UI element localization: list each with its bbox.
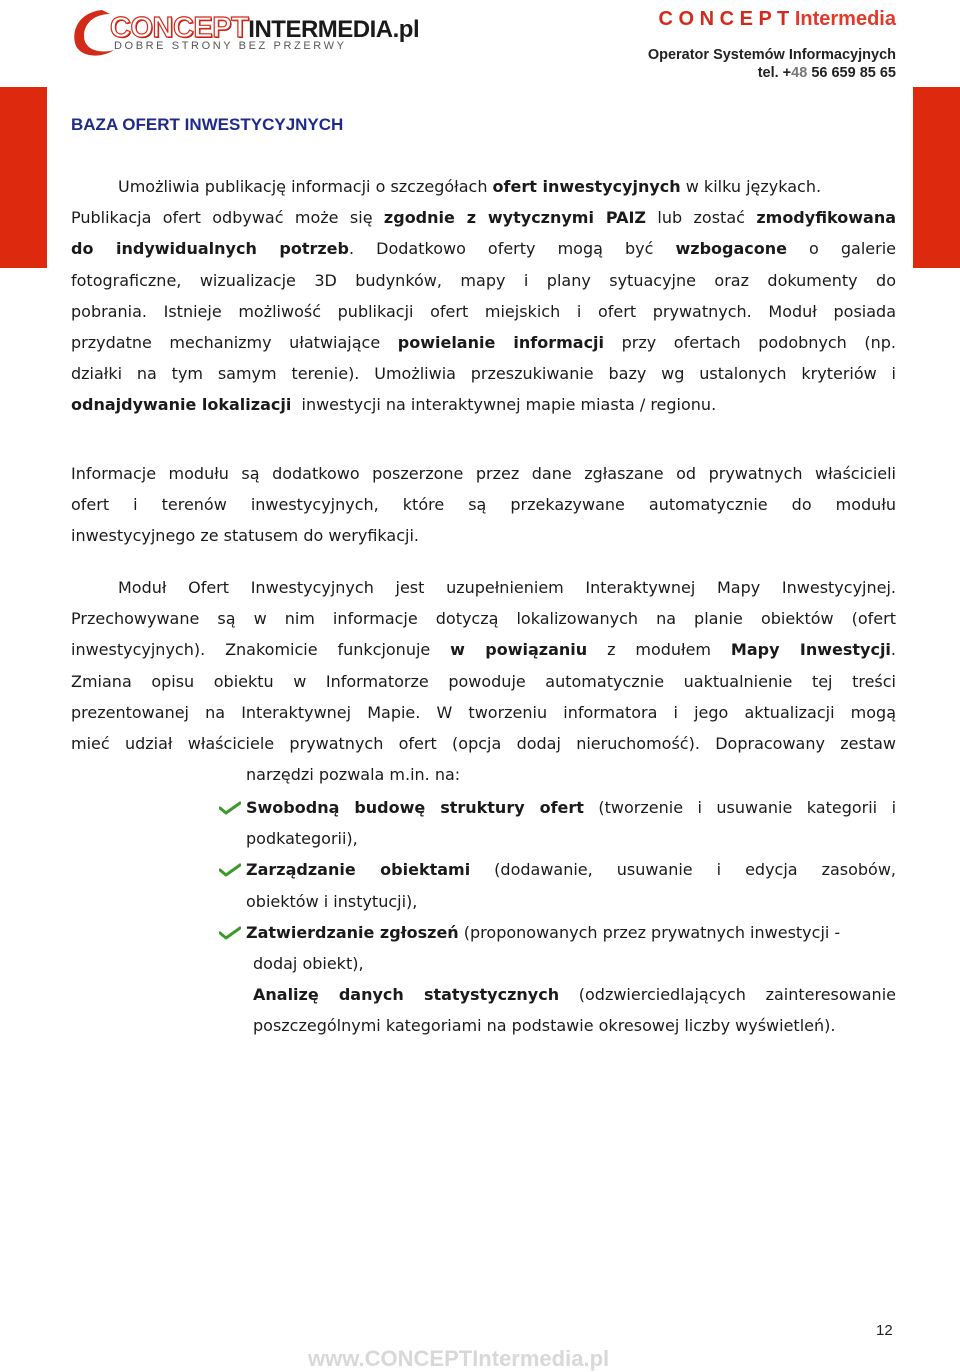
list-item [246,979,896,1041]
phone-number: tel. +48 56 659 85 65 [757,65,896,81]
operator-label: Operator Systemów Informacyjnych [647,47,896,63]
text-line: do indywidualnych potrzeb. Dodatkowo oferty mogą być wzbogacone o galerie [71,239,897,259]
text-line: inwestycyjnych). Znakomicie funkcjonuje w powiązaniu z modułem Mapy Inwestycji. [71,640,897,660]
text-line: fotograficzne, wizualizacje 3D budynków, mapy i plany sytuacyjne oraz dokumenty do [71,270,896,290]
text-line: odnajdywanie lokalizacji inwestycji na interaktywnej mapie miasta / regionu. [71,395,717,415]
text-line: Informacje modułu są dodatkowo poszerzone przez dane zgłaszane od prywatnych właścicieli [71,464,896,483]
text-line: inwestycyjnego ze statusem do weryfikacji. [71,526,419,546]
paragraph-module-description [71,572,896,790]
brand-title: C O N C E P T Intermedia [658,8,896,30]
logo-tagline: DOBRE STRONY BEZ PRZERWY [114,40,347,52]
text-line: mieć udział właściciele prywatnych ofert (opcja dodaj nieruchomość). Dopracowany zestaw [71,733,896,753]
list-item [246,917,896,979]
text-line: dodaj obiekt), [253,953,364,973]
footer-url: www.CONCEPTIntermedia.pl [308,1346,610,1371]
left-accent-bar [0,87,47,268]
text-line: Zarządzanie obiektami (dodawanie, usuwanie i edycja zasobów, [246,860,897,880]
feature-list [246,792,896,1042]
logo [70,4,420,60]
paragraph-extra-info [71,458,896,552]
text-line: Zatwierdzanie zgłoszeń (proponowanych przez prywatnych inwestycji - [246,922,841,942]
text-line: Moduł Ofert Inwestycyjnych jest uzupełnieniem Interaktywnej Mapy Inwestycyjnej. [118,578,896,597]
text-line: przydatne mechanizmy ułatwiające powielanie informacji przy ofertach podobnych (np. [71,332,897,352]
text-line: podkategorii), [246,829,358,849]
section-title: BAZA OFERT INWESTYCYJNYCH [71,115,344,134]
text-line: poszczególnymi kategoriami na podstawie okresowej liczby wyświetleń). [253,1016,836,1036]
paragraph-intro [71,171,896,421]
text-line: ofert i terenów inwestycyjnych, które są przekazywane automatycznie do modułu [71,495,896,515]
text-line: narzędzi pozwala m.in. na: [246,765,461,785]
list-item [246,854,896,916]
text-line: Umożliwia publikację informacji o szczegółach ofert inwestycyjnych w kilku językach. [118,177,822,196]
checkmark-icon [219,926,241,940]
text-line: Swobodną budowę struktury ofert (tworzenie i usuwanie kategorii i [246,798,897,817]
text-line: obiektów i instytucji), [246,891,418,911]
text-line: Publikacja ofert odbywać może się zgodnie z wytycznymi PAIZ lub zostać zmodyfikowana [71,208,897,228]
text-line: pobrania. Istnieje możliwość publikacji ofert miejskich i ofert prywatnych. Moduł posiada [71,301,896,321]
text-line: prezentowanej na Interaktywnej Mapie. W tworzeniu informatora i jego aktualizacji mogą [71,702,896,722]
text-line: działki na tym samym terenie). Umożliwia przeszukiwanie bazy wg ustalonych kryteriów i [71,364,896,384]
checkmark-icon [219,863,241,877]
right-accent-bar [913,87,960,268]
checkmark-icon [219,801,241,815]
text-line: Zmiana opisu obiektu w Informatorze powoduje automatycznie uaktualnienie tej treści [71,671,896,691]
list-item [246,792,896,854]
text-line: Analizę danych statystycznych (odzwierciedlających zainteresowanie [253,985,896,1005]
text-line: Przechowywane są w nim informacje dotyczą lokalizowanych na planie obiektów (ofert [71,609,896,629]
logo-wordmark: CONCEPTINTERMEDIA.pl [110,12,420,44]
page-number: 12 [876,1322,893,1339]
